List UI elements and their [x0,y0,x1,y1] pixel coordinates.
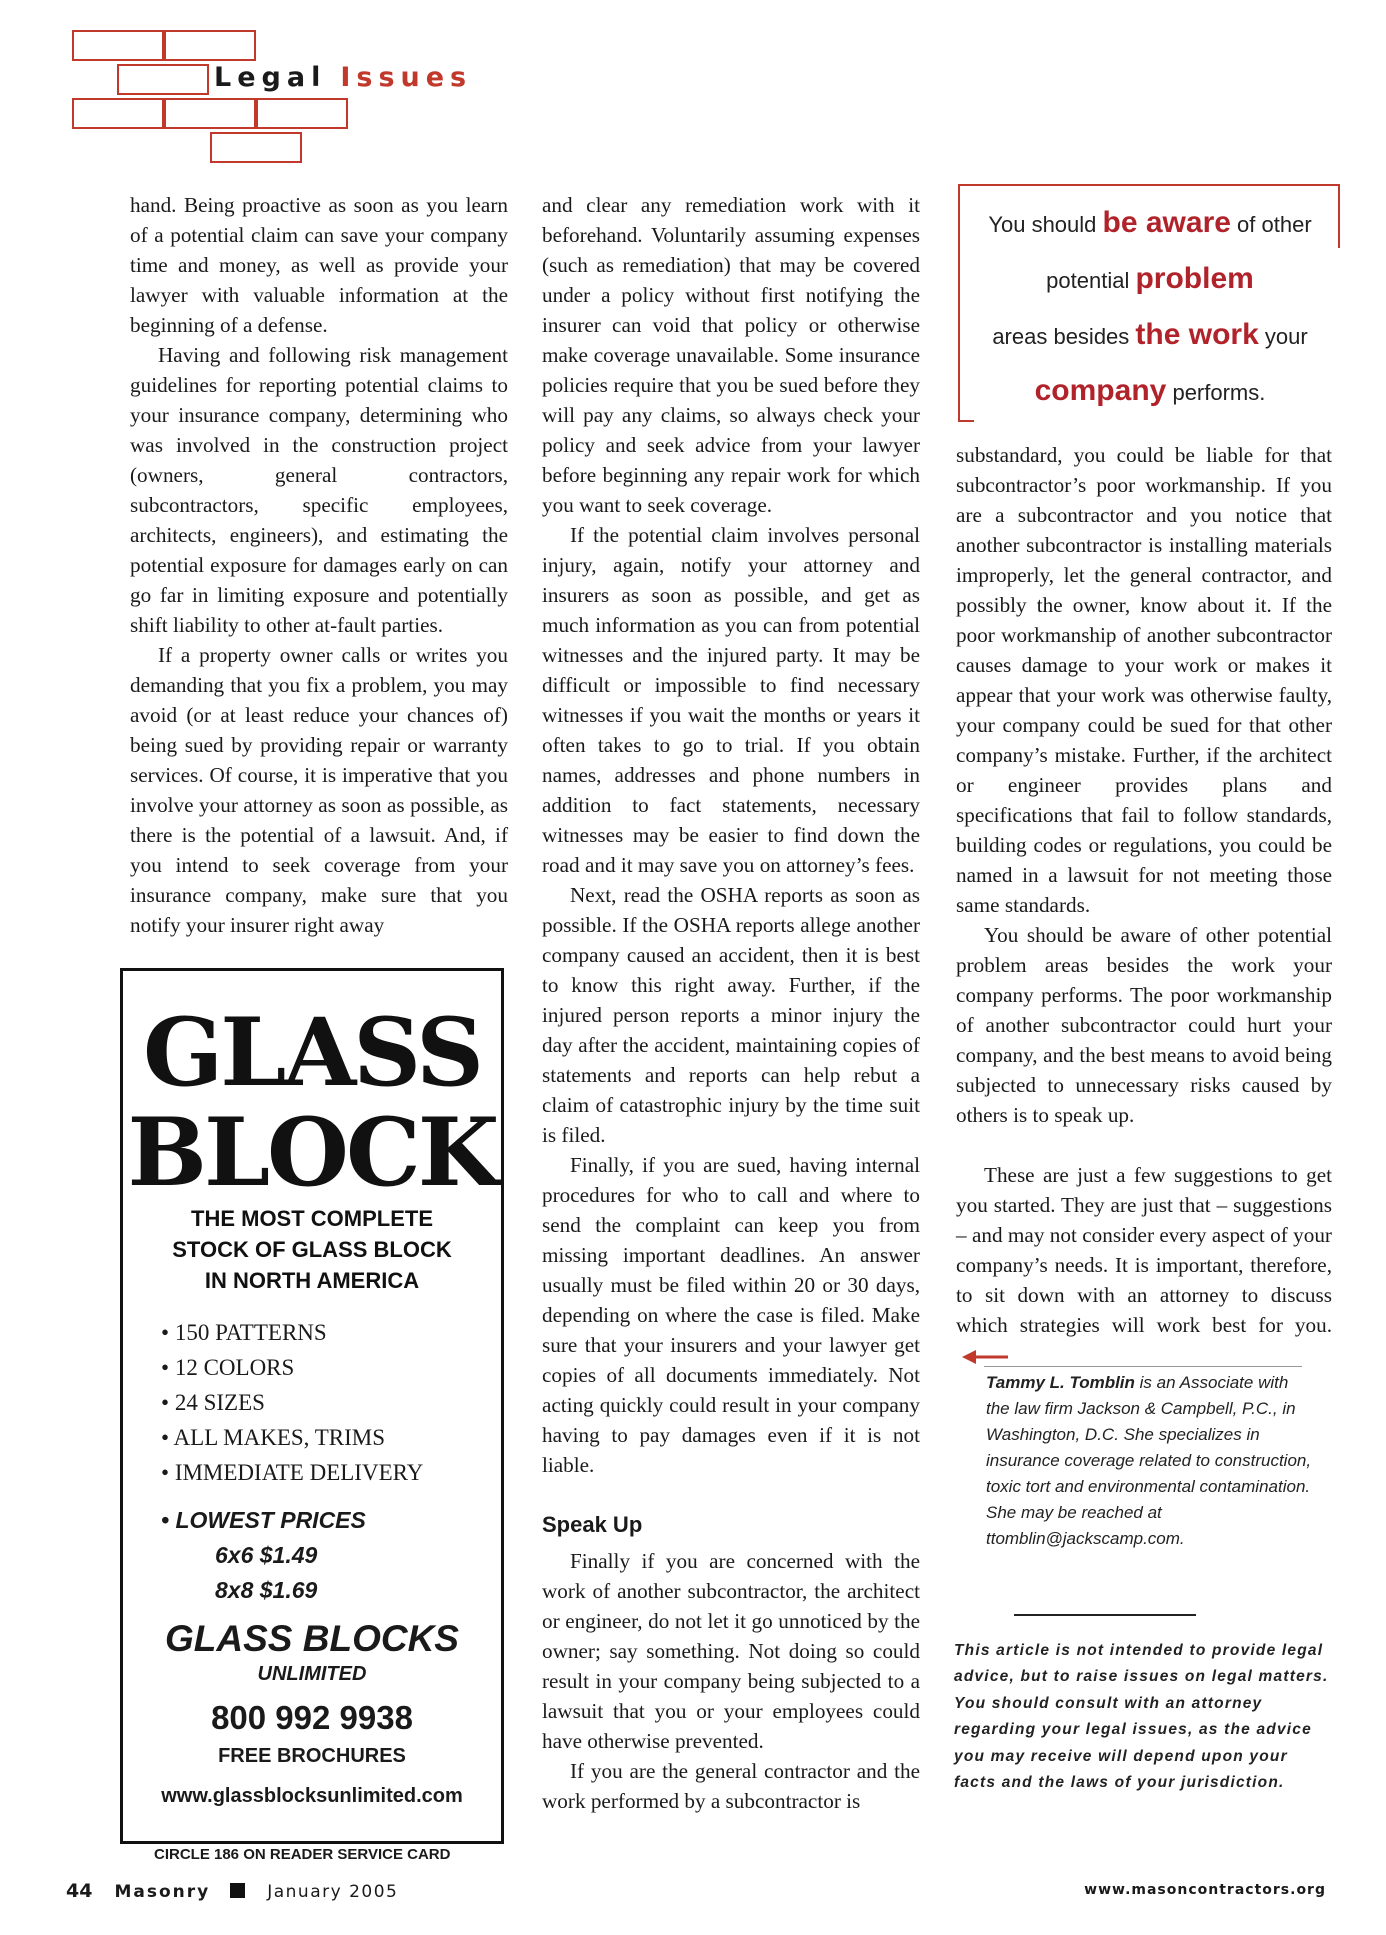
glass-block-advertisement [120,968,504,1844]
reader-service-note: CIRCLE 186 ON READER SERVICE CARD [154,1846,451,1863]
paragraph: If the potential claim involves personal injury, again, notify your attorney and insurers as soon as possible, and get as much information as you can from potential witnesses and the injured party. It may be difficult or impossible to find necessary witnesses if you wait the months or years it often takes to go to trial. If you obtain names, addresses and phone numbers in addition to fact statements, necessary witnesses may be easier to find down the road and it may save you on attorney’s fees. [542,523,920,877]
paragraph: Next, read the OSHA reports as soon as possible. If the OSHA reports allege another company caused an accident, then it is best to know this right away. Further, if the injured person reports a minor injury the day after the accident, maintaining copies of statements and reports can help rebut a claim of catastrophic injury by the time suit is filed. [542,883,920,1147]
list-item: • IMMEDIATE DELIVERY [161,1455,423,1490]
paragraph [956,1160,1332,1370]
closing-paragraph-text: These are just a few suggestions to get you started. They are just that – suggestions – and may not consider every aspect of your company’s needs. It is important, therefore, to sit down with an attorney to discuss which strategies will work best for you. [956,1163,1332,1337]
section-title [214,62,472,93]
ad-subheadline: THE MOST COMPLETE STOCK OF GLASS BLOCK IN NORTH AMERICA [172,1206,452,1293]
magazine-name: Masonry [114,1882,211,1902]
article-column-2 [542,190,920,1816]
section-title-word1: Legal [214,62,327,93]
ad-url: www.glassblocksunlimited.com [161,1785,463,1807]
article-column-1 [130,190,508,940]
ad-feature-list [161,1315,423,1490]
ad-phone: 800 992 9938 [211,1699,413,1736]
paragraph: hand. Being proactive as soon as you learn of a potential claim can save your company time and money, as well as provide your lawyer with valuable information at the beginning of a defense. [130,193,508,337]
list-item: • 150 PATTERNS [161,1315,423,1350]
disclaimer-divider [1014,1614,1196,1616]
disclaimer: This article is not intended to provide legal advice, but to raise issues on legal matters. You should consult with an attorney regarding your legal issues, as the advice you may receive will depend upon your facts and the laws of your jurisdiction. [954,1642,1329,1792]
ad-headline: GLASS BLOCK [127,998,497,1208]
list-item: • 12 COLORS [161,1350,423,1385]
ad-brand-sub: UNLIMITED [257,1663,367,1685]
ad-prices: • LOWEST PRICES 6x6 $1.49 8x8 $1.69 [161,1507,366,1603]
paragraph: If you are the general contractor and the work performed by a subcontractor is [542,1759,920,1813]
paragraph: substandard, you could be liable for that subcontractor’s poor workmanship. If you are a subcontractor and you notice that another subcontractor is installing materials improperly, let the general contractor, and possibly the owner, know about it. If the poor workmanship of another subcontractor causes damage to your work or makes it appear that your work was otherwise faulty, your company could be sued for that other company’s mistake. Further, if the architect or engineer provides plans and specifications that fail to follow standards, building codes or regulations, you could be named in a lawsuit for not meeting those same standards. [956,443,1332,917]
paragraph: and clear any remediation work with it beforehand. Voluntarily assuming expenses (such as remediation) that may be covered under a policy without first notifying the insurer can void that policy or otherwise make coverage unavailable. Some insurance policies require that you be sued before they will pay any claims, so always check your policy and seek advice from your lawyer before beginning any repair work for which you want to seek coverage. [542,193,920,517]
ad-brochures: FREE BROCHURES [218,1745,406,1767]
bio-divider [984,1366,1302,1367]
author-name: Tammy L. Tomblin [986,1373,1135,1392]
footer-square-icon [230,1883,245,1898]
paragraph: If a property owner calls or writes you demanding that you fix a problem, you may avoid (or at least reduce your chances of) being sued by providing repair or warranty services. Of course, it is imperative that you involve your attorney as soon as possible, as there is the potential of a lawsuit. And, if you intend to seek coverage from your insurance company, make sure that you notify your insurer right away [130,643,508,937]
paragraph: Having and following risk management guidelines for reporting potential claims to your insurance company, determining who was involved in the construction project (owners, general contractors, subcontractors, specific employees, architects, engineers), and estimating the potential exposure for damages early on can go far in limiting exposure and potentially shift liability to other at-fault parties. [130,343,508,637]
paragraph: Finally, if you are sued, having internal procedures for who to call and where to send the complaint can keep you from missing important deadlines. An answer usually must be filed within 20 or 30 days, depending on where the case is filed. Make sure that your insurers and your lawyer get copies of all documents immediately. Not acting quickly could result in your company having to pay damages even if it is not liable. [542,1153,920,1477]
paragraph: Finally if you are concerned with the work of another subcontractor, the architect or engineer, do not let it go unnoticed by the owner; say something. Not doing so could result in your company being subjected to a lawsuit that you or your employees could have otherwise prevented. [542,1549,920,1753]
section-title-word2: Issues [340,62,473,93]
paragraph: You should be aware of other potential problem areas besides the work your company performs. The poor workmanship of another subcontractor could hurt your company, and the best means to avoid being subjected to unnecessary risks caused by others is to speak up. [956,923,1332,1127]
footer-left [66,1880,398,1902]
author-bio [986,1370,1316,1552]
footer-website: www.masoncontractors.org [1084,1882,1326,1898]
ad-brand: GLASS BLOCKS [165,1618,459,1659]
subheading: Speak Up [542,1512,643,1537]
author-bio-text: is an Associate with the law firm Jackson & Campbell, P.C., in Washington, D.C. She specializes in insurance coverage related to construction, toxic tort and environmental contamination. She may be reached at ttomblin@jackscamp.com. [986,1373,1312,1548]
list-item: • ALL MAKES, TRIMS [161,1420,423,1455]
issue-date: January 2005 [267,1882,399,1902]
pull-quote-text: You should be aware of other potential problem areas besides the work your company performs. [988,206,1312,407]
end-mark-arrow-icon [962,1350,1008,1364]
list-item: • 24 SIZES [161,1385,423,1420]
article-column-3 [956,440,1332,1370]
pull-quote [958,184,1340,422]
page-number: 44 [66,1880,93,1902]
